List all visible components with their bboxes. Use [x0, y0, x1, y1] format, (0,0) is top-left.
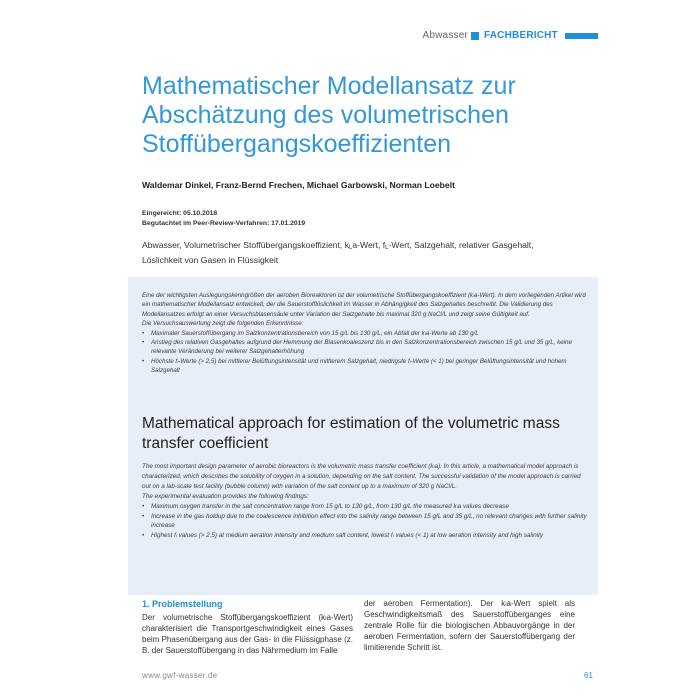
- keywords-text-1: Abwasser, Volumetrischer Stoffübergangskoeffizient, k: [142, 240, 350, 250]
- body-column-right: [364, 598, 575, 653]
- header-category-label: FACHBERICHT: [484, 30, 558, 41]
- body-paragraph: der aeroben Fermentation). Der kₗa-Wert spielt als Geschwindigkeitsmaß des Sauerstoffüberganges eine zentrale Rolle für die biologischen Abbauvorgänge in der aeroben Fermentation, sofern der Sauerstoffübergang der limitierende Schritt ist.: [364, 599, 575, 652]
- footer-url: www.gwf-wasser.de: [142, 671, 218, 680]
- keywords-sub-1: L: [349, 245, 353, 251]
- abstract-en-findings-intro: The experimental evaluation provides the following findings:: [142, 492, 309, 500]
- author-list: Waldemar Dinkel, Franz-Bernd Frechen, Michael Garbowski, Norman Loebelt: [142, 180, 455, 190]
- running-header: [0, 30, 700, 44]
- keywords: [142, 240, 562, 266]
- list-item: • Höchste fₗ-Werte (> 2,5) bei mittlerer Belüftungsintensität und mittlerem Salzgehalt, niedrigste fₗ-Werte (< 1) bei geringer Belüftungsintensität und hohem Salzgehalt: [151, 357, 587, 376]
- keywords-text-3: -Wert, Salzgehalt, relativer Gasgehalt, Löslichkeit von Gasen in Flüssigkeit: [142, 240, 534, 265]
- list-item: • Anstieg des relativen Gasgehaltes aufgrund der Hemmung der Blasenkoaleszenz bis in den Salzkonzentrationsbereich zwischen 15 g/L und 35 g/L, keine relevante Veränderung bei weiterer Salzgehalterhöhung: [151, 338, 587, 357]
- page-number: 61: [584, 671, 593, 680]
- header-accent-bar: [565, 33, 598, 39]
- header-square-marker: [471, 32, 479, 40]
- header-section-label: Abwasser: [422, 30, 468, 41]
- list-item: • Increase in the gas holdup due to the coalescence inhibition effect into the salinity range between 15 g/L and 35 g/L, no relevant changes with further salinity increase: [151, 512, 587, 532]
- list-item: • Highest fₗ values (> 2.5) at medium aeration intensity and medium salt content, lowest fₗ values (< 1) at low aeration intensity and high salinity: [151, 531, 587, 541]
- keywords-text-2: a-Wert, f: [352, 240, 386, 250]
- list-item: • Maximaler Sauerstoffübergang im Salzkonzentrationsbereich von 15 g/L bis 130 g/L, ein Abfall der kₗa-Werte ab 130 g/L: [151, 329, 587, 338]
- abstract-en-paragraph: The most important design parameter of aerobic bioreactors is the volumetric mass transfer coefficient (kₗa). In this article, a mathematical model approach is characterized, which describes the solubility of oxygen in a solution, depending on the salt content. The successful validation of the model approach is carried out on a lab-scale test facility (bubble column) with variation of the salt content up to a maximum of 320 g NaCl/L.: [142, 463, 581, 490]
- list-item: • Maximum oxygen transfer in the salt concentration range from 15 g/L to 130 g/L, from 130 g/L the measured kₗa values decrease: [151, 502, 587, 512]
- abstract-en-findings-list: [142, 502, 587, 542]
- body-paragraph: Der volumetrische Stoffübergangskoeffizient (kₗa-Wert) charakterisiert die Transportgeschwindigkeit eines Gases beim Phasenübergang aus der Gas- in die Flüssigphase (z. B. der Sauerstoffübergang in das Nährmedium im Falle: [142, 613, 353, 655]
- abstract-english: [142, 462, 587, 541]
- body-column-left: [142, 598, 353, 656]
- english-title: Mathematical approach for estimation of the volumetric mass transfer coefficient: [142, 415, 560, 452]
- keywords-sub-2: L: [385, 245, 389, 251]
- abstract-de-findings-intro: Die Versuchsauswertung zeigt die folgenden Erkenntnisse:: [142, 320, 304, 328]
- abstract-german: [142, 291, 587, 376]
- article-title: Mathematischer Modellansatz zur Abschätzung des volumetrischen Stoffübergangskoeffizienten: [142, 72, 516, 158]
- received-date: Eingereicht: 05.10.2018: [142, 210, 218, 217]
- abstract-de-findings-list: [142, 329, 587, 376]
- review-date: Begutachtet im Peer-Review-Verfahren: 17.01.2019: [142, 220, 306, 227]
- abstract-de-paragraph: Eine der wichtigsten Auslegungskenngrößen der aeroben Bioreaktoren ist der volumetrische Stoffübergangskoeffizient (kₗa-Wert). In dem vorliegenden Artikel wird ein mathematischer Modellansatz entwickelt, der die Sauerstofflöslichkeit im Wasser in Abhängigkeit des Salzgehaltes beschreibt. Die Validierung des Modellansatzes erfolgt an einer Versuchsblasensäule unter Variation der Salzgehalte bis maximal 320 g NaCl/L und zeigt seine Gültigkeit auf.: [142, 292, 586, 318]
- review-dates: [142, 209, 305, 229]
- section-heading: 1. Problemstellung: [142, 599, 223, 609]
